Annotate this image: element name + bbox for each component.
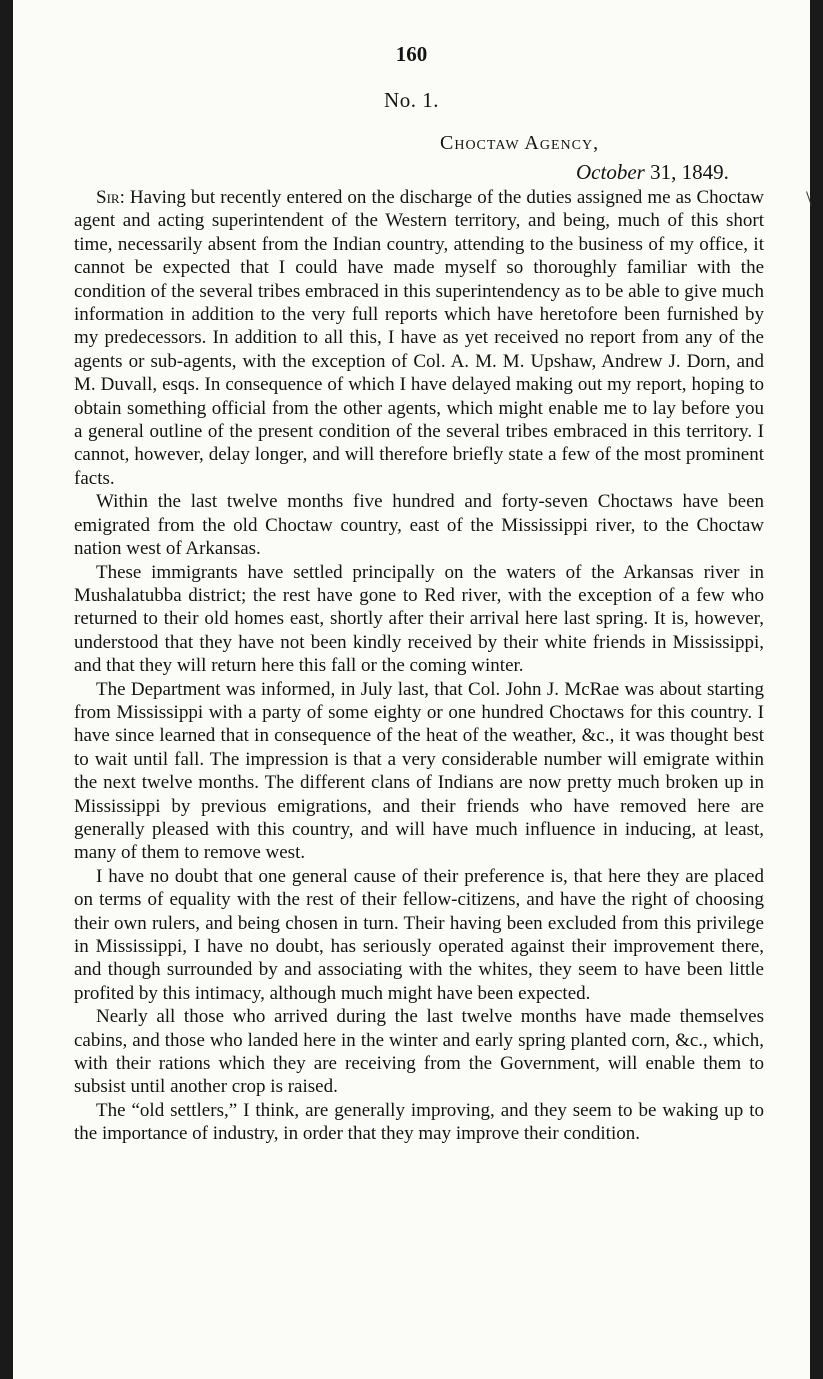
salutation: Sir: [96, 187, 125, 208]
paragraph: I have no doubt that one general cause of their preference is, that here they are placed on terms of equality with the rest of their fellow-citizens, and have the right of choosing their own rulers, and being chosen in turn. Their having been excluded from this privilege in Mississippi, I have no doubt, has seriously operated against their improvement there, and though surrounded by and associating with the whites, they seem to have been little profited by this intimacy, although much might have been expected. [74, 865, 764, 1004]
margin-mark-icon: \ [806, 186, 813, 211]
scan-border-left [0, 0, 13, 1379]
date-month: October [576, 160, 645, 184]
sender-heading: Choctaw Agency, [440, 132, 600, 154]
document-number: No. 1. [384, 88, 439, 112]
letter-date [576, 160, 729, 185]
letter-body [74, 186, 764, 1146]
page-number: 160 [395, 42, 428, 66]
paragraph [74, 186, 764, 490]
date-rest: 31, 1849. [650, 160, 729, 184]
paragraph-text: Having but recently entered on the discharge of the duties assigned me as Choctaw agent and acting superintendent of the Western territory, and being, much of this short time, necessarily absent from the Indian country, attending to the business of my office, it cannot be expected that I could have made myself so thoroughly familiar with the condition of the several tribes embraced in this superintendency as to be able to give much information in addition to the very full reports which have heretofore been furnished by my predecessors. In addition to all this, I have as yet received no report from any of the agents or sub-agents, with the exception of Col. A. M. M. Upshaw, Andrew J. Dorn, and M. Duvall, esqs. In consequence of which I have delayed making out my report, hoping to obtain something official from the other agents, which might enable me to lay before you a general outline of the present condition of the several tribes embraced in this territory. I cannot, however, delay longer, and will therefore briefly state a few of the most prominent facts. [74, 187, 765, 489]
paragraph: These immigrants have settled principally on the waters of the Arkansas river in Mushalatubba district; the rest have gone to Red river, with the exception of a few who returned to their old homes east, shortly after their arrival here last spring. It is, however, understood that they have not been kindly received by their white friends in Mississippi, and that they will return here this fall or the coming winter. [74, 561, 764, 677]
paragraph: Nearly all those who arrived during the last twelve months have made themselves cabins, and those who landed here in the winter and early spring planted corn, &c., which, with their rations which they are receiving from the Government, will enable them to subsist until another crop is raised. [74, 1006, 764, 1098]
paragraph: Within the last twelve months five hundred and forty-seven Choctaws have been emigrated from the old Choctaw country, east of the Mississippi river, to the Choctaw nation west of Arkansas. [74, 491, 764, 560]
paragraph: The “old settlers,” I think, are generally improving, and they seem to be waking up to the importance of industry, in order that they may improve their condition. [74, 1099, 764, 1145]
paragraph: The Department was informed, in July last, that Col. John J. McRae was about starting from Mississippi with a party of some eighty or one hundred Choctaws for this country. I have since learned that in consequence of the heat of the weather, &c., it was thought best to wait until fall. The impression is that a very considerable number will emigrate within the next twelve months. The different clans of Indians are now pretty much broken up in Mississippi by previous emigrations, and their friends who have removed here are generally pleased with this country, and will have much influence in inducing, at least, many of them to remove west. [74, 678, 764, 864]
